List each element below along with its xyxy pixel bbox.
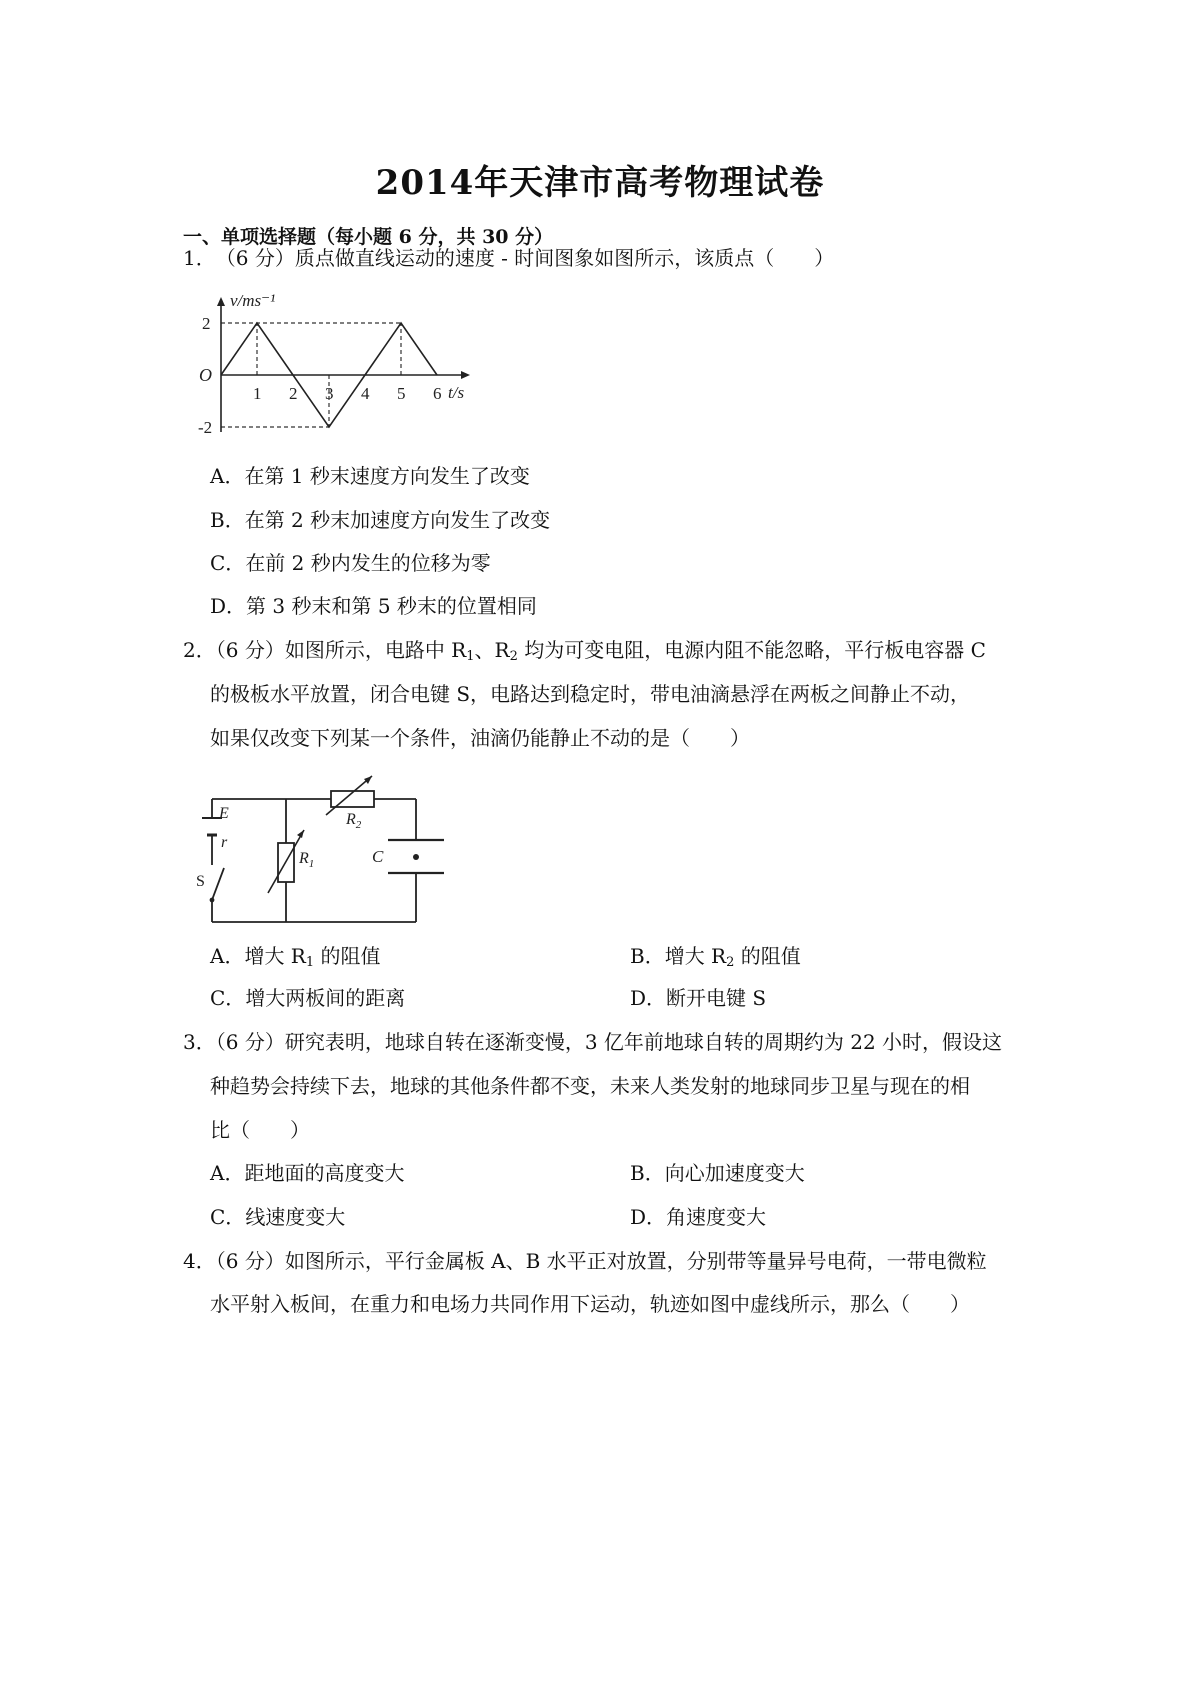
question-text: （6 分）质点做直线运动的速度 - 时间图象如图所示，该质点（ ）	[215, 246, 835, 270]
question-3-stem-line-1: 3．（6 分）研究表明，地球自转在逐渐变慢，3 亿年前地球自转的周期约为 22 小时，假设这	[183, 1030, 1003, 1054]
question-2-stem-line-2: 的极板水平放置，闭合电键 S，电路达到稳定时，带电油滴悬浮在两板之间静止不动，	[210, 682, 971, 706]
x-axis-arrow	[461, 371, 470, 379]
question-3-stem-line-2: 种趋势会持续下去，地球的其他条件都不变，未来人类发射的地球同步卫星与现在的相	[210, 1074, 970, 1098]
question-2-stem-line-3: 如果仅改变下列某一个条件，油滴仍能静止不动的是（ ）	[210, 726, 750, 750]
x-tick-label: 1	[253, 384, 262, 403]
label-r2: $R_2$	[346, 811, 362, 831]
label-c: C	[372, 847, 384, 866]
label-r: r	[221, 834, 228, 851]
q2-option-c[interactable]: C．增大两板间的距离	[210, 986, 406, 1010]
x-tick-label: 5	[397, 384, 406, 403]
question-4-stem-line-2: 水平射入板间，在重力和电场力共同作用下运动，轨迹如图中虚线所示，那么（ ）	[210, 1292, 970, 1316]
x-tick-label: 3	[325, 384, 334, 403]
x-tick-label: 6	[433, 384, 442, 403]
q3-option-d[interactable]: D．角速度变大	[630, 1205, 767, 1229]
question-3-stem-line-3: 比（ ）	[210, 1118, 310, 1142]
q1-option-c[interactable]: C．在前 2 秒内发生的位移为零	[210, 551, 491, 575]
q3-option-a[interactable]: A．距地面的高度变大	[210, 1161, 405, 1185]
y-tick-label: 2	[202, 314, 211, 333]
q1-option-d[interactable]: D．第 3 秒末和第 5 秒末的位置相同	[210, 594, 537, 618]
q2-option-d[interactable]: D．断开电键 S	[630, 986, 767, 1010]
y-axis-label: v/ms⁻¹	[230, 291, 276, 310]
x-tick-label: 2	[289, 384, 298, 403]
question-4-stem-line-1: 4．（6 分）如图所示，平行金属板 A、B 水平正对放置，分别带等量异号电荷，一带电微粒	[183, 1249, 987, 1273]
label-r1: $R_1$	[299, 850, 315, 870]
question-number: 1．	[183, 246, 216, 270]
origin-label: O	[199, 365, 212, 385]
question-2-stem-line-1: 2．（6 分）如图所示，电路中 $R_1$、$R_2$ 均为可变电阻，电源内阻不能忽略，平行板电容器 C	[183, 638, 986, 664]
x-tick-label: 4	[361, 384, 370, 403]
q1-option-a[interactable]: A．在第 1 秒末速度方向发生了改变	[210, 464, 530, 488]
x-axis-label: t/s	[448, 383, 465, 402]
label-s: S	[196, 873, 205, 890]
q1-option-b[interactable]: B．在第 2 秒末加速度方向发生了改变	[210, 508, 551, 532]
chart-axes	[217, 297, 470, 432]
q3-option-b[interactable]: B．向心加速度变大	[630, 1161, 805, 1185]
q3-option-c[interactable]: C．线速度变大	[210, 1205, 346, 1229]
y-tick-label: -2	[198, 418, 213, 437]
q2-option-a[interactable]: A．增大 $R_1$ 的阻值	[210, 944, 381, 970]
circuit-diagram	[196, 760, 496, 930]
velocity-time-chart	[196, 292, 496, 452]
q2-option-b[interactable]: B．增大 $R_2$ 的阻值	[630, 944, 801, 970]
oil-drop	[413, 854, 419, 860]
switch-symbol	[211, 868, 225, 902]
section-heading: 一、单项选择题（每小题 6 分，共 30 分）	[183, 226, 554, 248]
page-title: 2014年天津市高考物理试卷	[375, 163, 825, 203]
question-1-stem	[183, 248, 834, 268]
label-e: E	[219, 805, 229, 822]
y-axis-arrow	[217, 297, 225, 306]
